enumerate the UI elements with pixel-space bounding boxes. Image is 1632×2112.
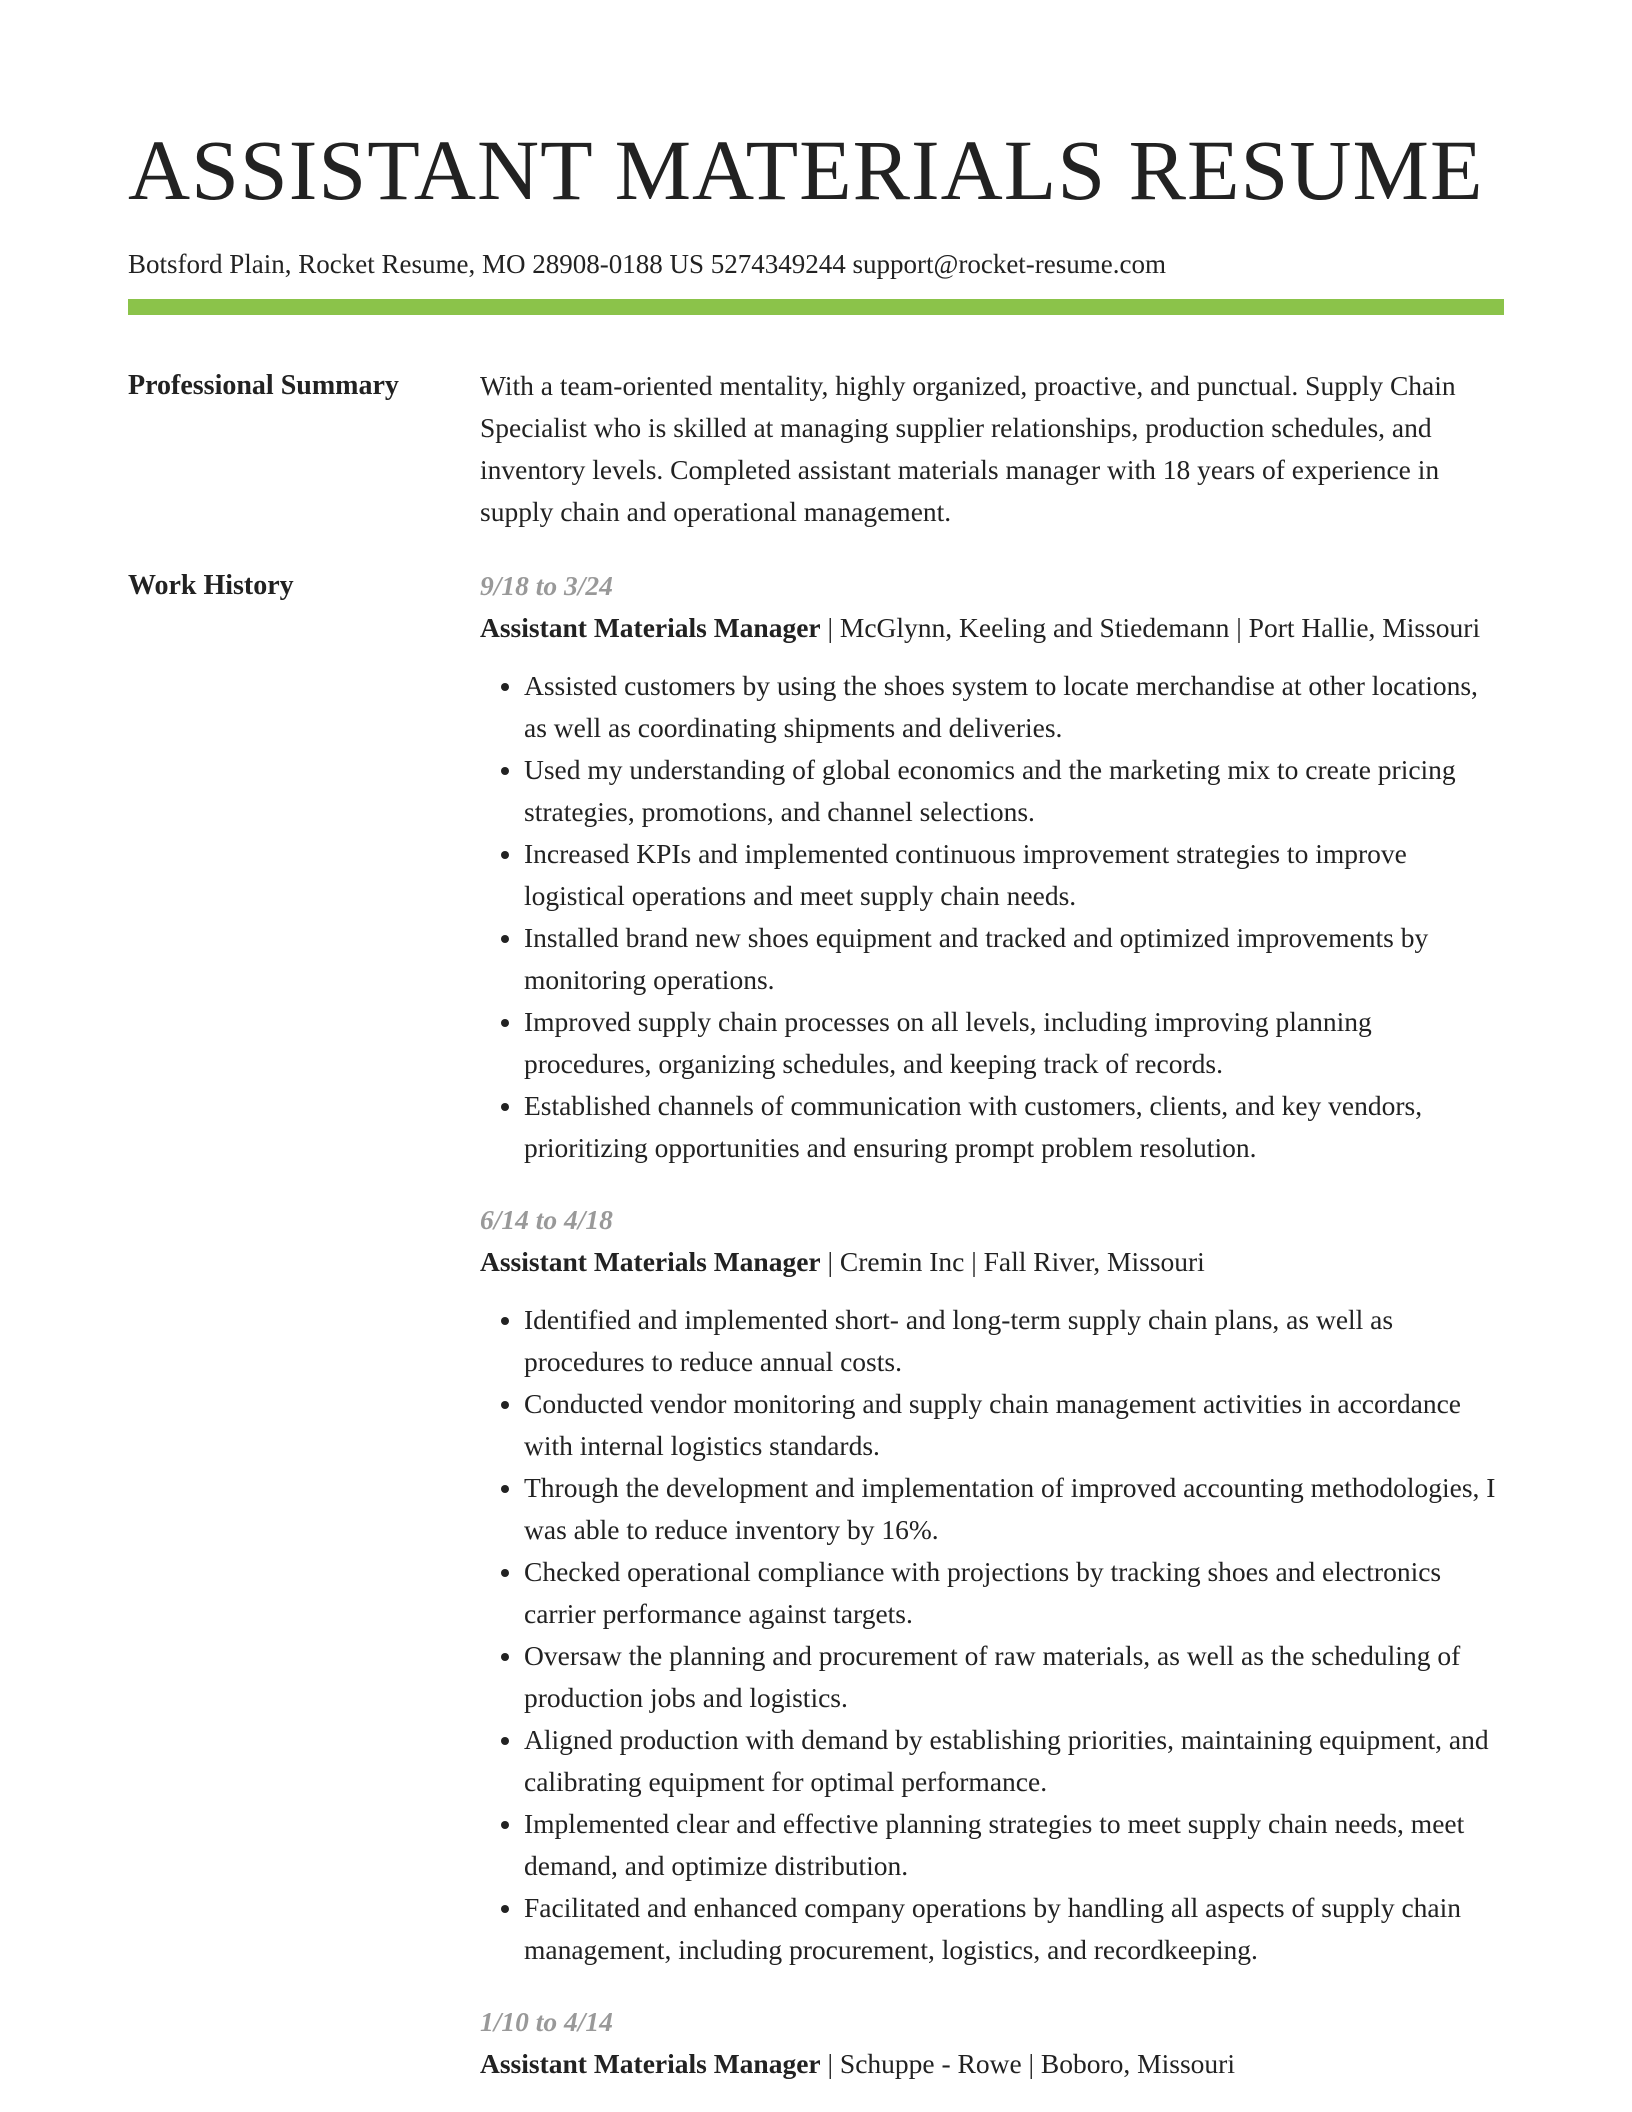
job-bullet: • Identified and implemented short- and long-term supply chain plans, as well as procedures to reduce annual costs. bbox=[524, 1299, 1504, 1383]
summary-section bbox=[128, 365, 1504, 533]
job-header bbox=[480, 1241, 1504, 1283]
job-dates: 6/14 to 4/18 bbox=[480, 1204, 613, 1235]
job-bullet: • Implemented clear and effective planning strategies to meet supply chain needs, meet demand, and optimize distribution. bbox=[524, 1803, 1504, 1887]
job-bullet: • Oversaw the planning and procurement of raw materials, as well as the scheduling of production jobs and logistics. bbox=[524, 1635, 1504, 1719]
summary-heading: Professional Summary bbox=[128, 370, 399, 401]
job-bullet: • Established channels of communication with customers, clients, and key vendors, prioritizing opportunities and ensuring prompt problem resolution. bbox=[524, 1085, 1504, 1169]
contact-line bbox=[128, 246, 1504, 282]
job-bullet: • Aligned production with demand by establishing priorities, maintaining equipment, and calibrating equipment for optimal performance. bbox=[524, 1719, 1504, 1803]
job-bullet: • Improved supply chain processes on all levels, including improving planning procedures, organizing schedules, and keeping track of records. bbox=[524, 1001, 1504, 1085]
job-bullet: • Through the development and implementation of improved accounting methodologies, I was able to reduce inventory by 16%. bbox=[524, 1467, 1504, 1551]
job-bullet: • Checked operational compliance with projections by tracking shoes and electronics carrier performance against targets. bbox=[524, 1551, 1504, 1635]
job-details: | Cremin Inc | Fall River, Missouri bbox=[820, 1246, 1205, 1277]
job-header bbox=[480, 2043, 1504, 2085]
contact-phone: 5274349244 bbox=[710, 249, 846, 279]
job-title: Assistant Materials Manager bbox=[480, 2048, 821, 2079]
work-history-body bbox=[480, 565, 1504, 2085]
resume-page bbox=[128, 0, 1504, 2085]
contact-email: support@rocket-resume.com bbox=[852, 249, 1167, 279]
job-entry bbox=[480, 2001, 1504, 2085]
summary-text: With a team-oriented mentality, highly organized, proactive, and punctual. Supply Chain Specialist who is skilled at managing supplier relationships, production schedules, and inventory levels. Completed assistant materials manager with 18 years of experience in supply chain and operational management. bbox=[480, 370, 1456, 527]
job-bullet: • Used my understanding of global economics and the marketing mix to create pricing strategies, promotions, and channel selections. bbox=[524, 749, 1504, 833]
job-dates: 1/10 to 4/14 bbox=[480, 2006, 613, 2037]
work-history-section bbox=[128, 565, 1504, 2085]
job-bullet: • Installed brand new shoes equipment and tracked and optimized improvements by monitoring operations. bbox=[524, 917, 1504, 1001]
job-bullets bbox=[480, 665, 1504, 1169]
job-title: Assistant Materials Manager bbox=[480, 1246, 821, 1277]
job-header bbox=[480, 607, 1504, 649]
job-bullet: • Assisted customers by using the shoes system to locate merchandise at other locations, as well as coordinating shipments and deliveries. bbox=[524, 665, 1504, 749]
work-history-heading: Work History bbox=[128, 570, 294, 601]
job-bullet: • Facilitated and enhanced company operations by handling all aspects of supply chain management, including procurement, logistics, and recordkeeping. bbox=[524, 1887, 1504, 1971]
job-entry bbox=[480, 565, 1504, 1169]
job-details: | McGlynn, Keeling and Stiedemann | Port Hallie, Missouri bbox=[820, 612, 1481, 643]
resume-title: ASSISTANT MATERIALS RESUME bbox=[128, 122, 1484, 218]
job-title: Assistant Materials Manager bbox=[480, 612, 821, 643]
job-bullet: • Increased KPIs and implemented continuous improvement strategies to improve logistical operations and meet supply chain needs. bbox=[524, 833, 1504, 917]
job-dates: 9/18 to 3/24 bbox=[480, 570, 613, 601]
job-bullets bbox=[480, 1299, 1504, 1971]
job-bullet: • Conducted vendor monitoring and supply chain management activities in accordance with internal logistics standards. bbox=[524, 1383, 1504, 1467]
job-details: | Schuppe - Rowe | Boboro, Missouri bbox=[820, 2048, 1235, 2079]
accent-divider bbox=[128, 299, 1504, 315]
job-entry bbox=[480, 1199, 1504, 1971]
contact-address: Botsford Plain, Rocket Resume, MO 28908-0188 US bbox=[128, 249, 704, 279]
summary-body bbox=[480, 365, 1504, 533]
